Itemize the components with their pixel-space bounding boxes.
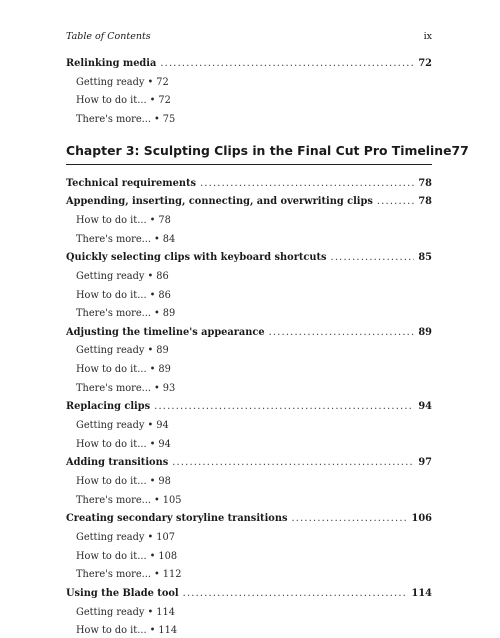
subentry-title: There's more... bbox=[76, 308, 151, 320]
section-title: Technical requirements bbox=[66, 177, 197, 189]
subentry-page: 93 bbox=[162, 382, 176, 394]
toc-subentry bbox=[66, 624, 432, 638]
subentry-title: How to do it... bbox=[76, 214, 147, 226]
toc-subentry bbox=[66, 438, 432, 452]
bullet-separator: • bbox=[149, 476, 156, 487]
subentry-title: Getting ready bbox=[76, 531, 145, 543]
subentry-page: 89 bbox=[162, 308, 176, 320]
subentry-title: How to do it... bbox=[76, 476, 147, 487]
toc-section-entry bbox=[66, 512, 432, 526]
bullet-separator: • bbox=[147, 345, 154, 357]
chapter-title: Chapter 3: Sculpting Clips in the Final Cut Pro Timeline bbox=[66, 142, 452, 158]
subentry-page: 75 bbox=[162, 113, 176, 125]
chapter-heading bbox=[66, 142, 469, 160]
section-page: 114 bbox=[411, 587, 432, 599]
dot-leader bbox=[200, 177, 414, 191]
subentry-title: Getting ready bbox=[76, 345, 145, 357]
toc-section-entry bbox=[66, 195, 432, 209]
dot-leader bbox=[183, 587, 408, 601]
toc-subentry bbox=[66, 289, 432, 303]
section-page: 78 bbox=[418, 196, 432, 208]
subentry-title: How to do it... bbox=[76, 625, 147, 637]
chapter-page: 77 bbox=[451, 142, 469, 158]
subentry-page: 86 bbox=[156, 270, 169, 282]
toc-section-entry bbox=[66, 400, 432, 414]
subentry-title: Getting ready bbox=[76, 606, 145, 618]
section-page: 78 bbox=[418, 177, 432, 189]
subentry-title: Getting ready bbox=[76, 420, 145, 432]
bullet-separator: • bbox=[147, 270, 154, 282]
running-head bbox=[66, 31, 432, 42]
bullet-separator: • bbox=[149, 438, 156, 450]
section-page: 97 bbox=[418, 457, 432, 469]
bullet-separator: • bbox=[153, 382, 160, 394]
section-page: 72 bbox=[418, 58, 432, 69]
toc-section-entry bbox=[66, 251, 432, 265]
subentry-title: How to do it... bbox=[76, 95, 147, 107]
toc-subentry bbox=[66, 214, 432, 228]
section-page: 89 bbox=[418, 326, 432, 338]
section-title: Appending, inserting, connecting, and overwriting clips bbox=[66, 196, 373, 208]
subentry-page: 94 bbox=[158, 438, 171, 450]
section-title: Using the Blade tool bbox=[66, 587, 179, 599]
subentry-title: There's more... bbox=[76, 494, 151, 506]
subentry-title: There's more... bbox=[76, 233, 151, 245]
section-title: Replacing clips bbox=[66, 401, 151, 413]
running-head-title: Table of Contents bbox=[66, 31, 151, 42]
subentry-title: How to do it... bbox=[76, 550, 147, 562]
dot-leader bbox=[154, 400, 414, 414]
section-title: Relinking media bbox=[66, 58, 157, 69]
toc-subentry bbox=[66, 363, 432, 377]
toc-section-entry bbox=[66, 57, 432, 71]
toc-subentry bbox=[66, 475, 432, 489]
dot-leader bbox=[377, 195, 414, 209]
subentry-page: 94 bbox=[156, 420, 169, 432]
subentry-page: 84 bbox=[162, 233, 176, 245]
subentry-page: 105 bbox=[162, 494, 182, 506]
bullet-separator: • bbox=[147, 420, 154, 432]
toc-subentry bbox=[66, 113, 432, 127]
toc-section-entry bbox=[66, 587, 432, 601]
subentry-title: There's more... bbox=[76, 382, 151, 394]
subentry-page: 114 bbox=[156, 606, 175, 618]
toc-subentry bbox=[66, 550, 432, 564]
bullet-separator: • bbox=[153, 308, 160, 320]
toc-subentry bbox=[66, 531, 432, 545]
section-title: Adjusting the timeline's appearance bbox=[66, 326, 265, 338]
subentry-title: Getting ready bbox=[76, 270, 145, 282]
subentry-page: 114 bbox=[158, 625, 178, 637]
dot-leader bbox=[331, 251, 415, 265]
toc-subentry bbox=[66, 382, 432, 396]
bullet-separator: • bbox=[149, 214, 156, 226]
section-title: Adding transitions bbox=[66, 457, 169, 469]
subentry-title: How to do it... bbox=[76, 438, 147, 450]
subentry-title: How to do it... bbox=[76, 364, 147, 376]
section-page: 106 bbox=[411, 513, 432, 525]
subentry-page: 89 bbox=[158, 364, 171, 376]
dot-leader bbox=[269, 326, 415, 340]
section-page: 94 bbox=[418, 401, 432, 413]
toc-subentry bbox=[66, 76, 432, 90]
toc-subentry bbox=[66, 307, 432, 321]
subentry-title: Getting ready bbox=[76, 76, 145, 88]
bullet-separator: • bbox=[147, 531, 154, 543]
subentry-page: 86 bbox=[158, 289, 171, 301]
subentry-page: 98 bbox=[158, 476, 171, 487]
toc-subentry bbox=[66, 568, 432, 582]
toc-section-entry bbox=[66, 177, 432, 191]
subentry-title: There's more... bbox=[76, 569, 151, 581]
subentry-title: There's more... bbox=[76, 113, 151, 125]
toc-subentry bbox=[66, 270, 432, 284]
subentry-page: 72 bbox=[158, 95, 171, 107]
section-page: 85 bbox=[418, 252, 432, 264]
bullet-separator: • bbox=[153, 569, 160, 581]
toc-subentry bbox=[66, 606, 432, 620]
toc-subentry bbox=[66, 94, 432, 108]
toc-subentry bbox=[66, 419, 432, 433]
toc-section-entry bbox=[66, 456, 432, 470]
subentry-page: 112 bbox=[162, 569, 182, 581]
dot-leader bbox=[172, 456, 414, 470]
bullet-separator: • bbox=[149, 625, 156, 637]
subentry-page: 107 bbox=[156, 531, 175, 543]
section-title: Creating secondary storyline transitions bbox=[66, 513, 288, 525]
toc-subentry bbox=[66, 494, 432, 508]
subentry-page: 108 bbox=[158, 550, 178, 562]
bullet-separator: • bbox=[153, 233, 160, 245]
section-title: Quickly selecting clips with keyboard shortcuts bbox=[66, 252, 327, 264]
bullet-separator: • bbox=[149, 364, 156, 376]
toc-subentry bbox=[66, 233, 432, 247]
bullet-separator: • bbox=[149, 550, 156, 562]
toc-section-entry bbox=[66, 326, 432, 340]
bullet-separator: • bbox=[153, 113, 160, 125]
bullet-separator: • bbox=[149, 95, 156, 107]
toc-subentry bbox=[66, 344, 432, 358]
subentry-page: 72 bbox=[156, 76, 169, 88]
bullet-separator: • bbox=[149, 289, 156, 301]
bullet-separator: • bbox=[147, 606, 154, 618]
dot-leader bbox=[160, 57, 414, 71]
page-number: ix bbox=[423, 31, 432, 42]
bullet-separator: • bbox=[153, 494, 160, 506]
dot-leader bbox=[291, 512, 407, 526]
subentry-page: 89 bbox=[156, 345, 169, 357]
subentry-title: How to do it... bbox=[76, 289, 147, 301]
chapter-divider bbox=[66, 164, 432, 165]
bullet-separator: • bbox=[147, 76, 154, 88]
subentry-page: 78 bbox=[158, 214, 171, 226]
